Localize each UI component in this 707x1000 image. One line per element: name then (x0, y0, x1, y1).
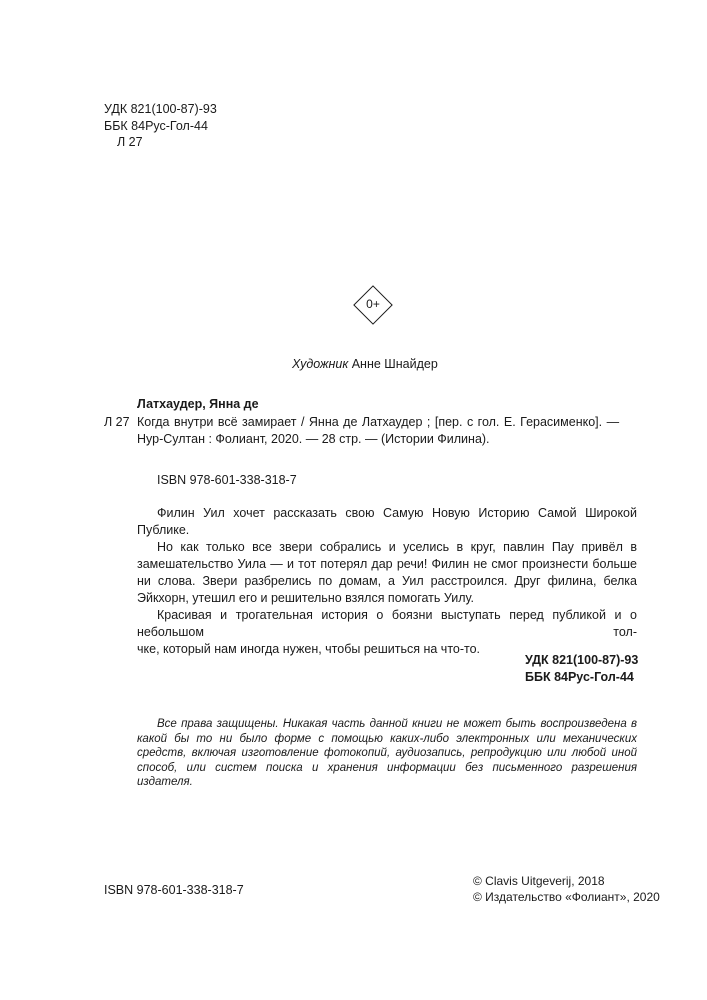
illustrator-credit (292, 357, 438, 371)
bibliographic-line-1: Когда внутри всё замирает / Янна де Латхаудер ; [пер. с гол. Е. Герасименко]. — (137, 415, 620, 429)
bibliographic-line-2: Нур-Султан : Фолиант, 2020. — 28 стр. — (Истории Филина). (137, 432, 490, 446)
bbk-code: ББК 84Рус-Гол-44 (104, 118, 208, 133)
top-classification-codes (104, 101, 217, 151)
author-mark: Л 27 (117, 135, 143, 149)
isbn-record: ISBN 978-601-338-318-7 (157, 473, 297, 487)
annotation-paragraph: Но как только все звери собрались и уселись в круг, павлин Пау привёл в замешательство Уила — и тот потерял дар речи! Филин не смог произнести больше ни слова. Звери разбрелись по домам, а Уил расстроился. Друг филина, белка Эйкхорн, утешил его и решительно взялся помогать Уилу. (137, 540, 637, 605)
isbn-footer: ISBN 978-601-338-318-7 (104, 883, 244, 897)
annotation-paragraph: Филин Уил хочет рассказать свою Самую Новую Историю Самой Широкой Публике. (137, 506, 637, 537)
age-rating-label: 0+ (366, 297, 380, 311)
annotation (137, 505, 637, 658)
rights-notice-text: Все права защищены. Никакая часть данной книги не может быть воспроизведена в какой бы то ни было форме с помощью каких-либо электронных или механических средств, включая изготовление фотокопий, аудиозапись, репродукцию или любой иной способ, или систем поиска и хранения информации без письменного разрешения издателя. (137, 718, 637, 788)
bibliographic-author: Латхаудер, Янна де (137, 397, 259, 411)
copyright-line: © Clavis Uitgeverij, 2018 (473, 874, 605, 888)
udk-code: УДК 821(100-87)-93 (104, 102, 217, 116)
illustrator-name: Анне Шнайдер (351, 357, 438, 371)
illustrator-role: Художник (292, 357, 349, 371)
udk-code-bottom: УДК 821(100-87)-93 (525, 653, 639, 667)
copyright-line: © Издательство «Фолиант», 2020 (473, 889, 660, 904)
copyright-block (473, 874, 660, 905)
bbk-code-bottom: ББК 84Рус-Гол-44 (525, 670, 634, 684)
rights-notice (137, 717, 637, 790)
annotation-paragraph-continued: чке, который нам иногда нужен, чтобы решиться на что-то. (137, 642, 481, 656)
annotation-paragraph: Красивая и трогательная история о боязни выступать перед публикой и о небольшом тол- (137, 608, 637, 639)
bottom-classification-codes (525, 652, 638, 686)
bibliographic-author-mark: Л 27 (104, 415, 130, 429)
